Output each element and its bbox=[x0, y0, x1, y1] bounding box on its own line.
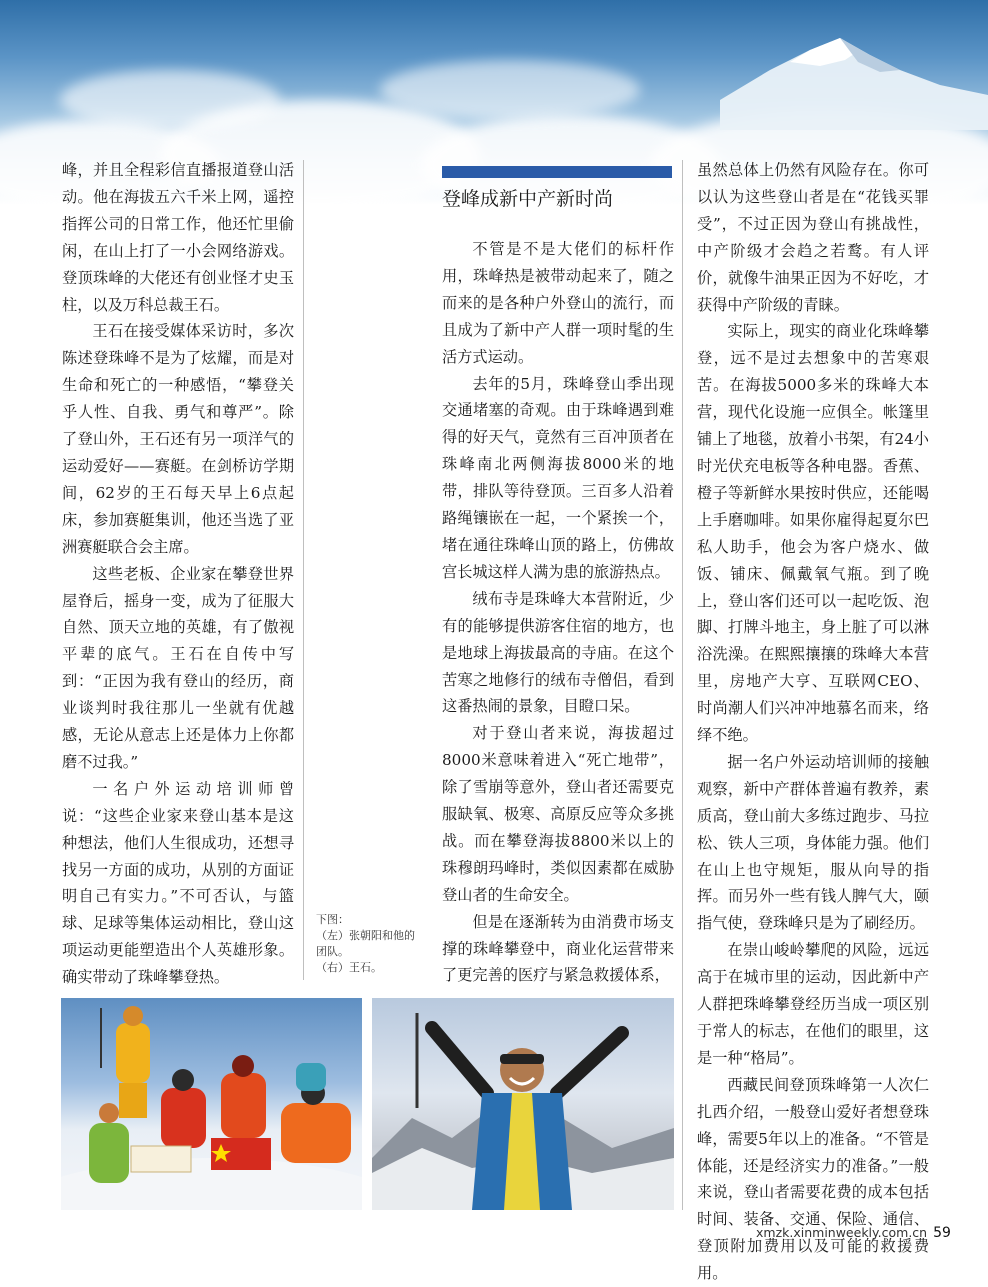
paragraph: 一名户外运动培训师曾说：“这些企业家来登山基本是这种想法，他们人生很成功，还想寻找另一方面的成功，从别的方面证明自己有实力。”不可否认，与篮球、足球等集体运动相比，登山这项运动更能塑造出个人英雄形象。确实带动了珠峰攀登热。 bbox=[62, 779, 294, 987]
paragraph: 西藏民间登顶珠峰第一人次仁扎西介绍，一般登山爱好者想登珠峰，需要5年以上的准备。“不管是体能，还是经济实力的准备。”一般来说，登山者需要花费的成本包括时间、装备、交通、保险、通信、登顶附加费用以及可能的救援费用。 bbox=[697, 1075, 929, 1283]
page-footer bbox=[756, 1225, 951, 1241]
caption-line: 下图： bbox=[316, 913, 349, 926]
climbing-team-photo-icon bbox=[61, 998, 362, 1210]
wang-shi-summit-photo bbox=[372, 998, 674, 1210]
article-column-2 bbox=[442, 236, 674, 989]
article-column-1 bbox=[62, 157, 294, 991]
column-divider bbox=[303, 160, 304, 980]
paragraph: 峰，并且全程彩信直播报道登山活动。他在海拔五六千米上网，遥控指挥公司的日常工作，他还忙里偷闲，在山上打了一小会网络游戏。登顶珠峰的大佬还有创业怪才史玉柱，以及万科总裁王石。 bbox=[62, 161, 294, 314]
paragraph: 王石在接受媒体采访时，多次陈述登珠峰不是为了炫耀，而是对生命和死亡的一种感悟，“攀登关乎人性、自我、勇气和尊严”。除了登山外，王石还有另一项洋气的运动爱好——赛艇。在剑桥访学期间，62岁的王石每天早上6点起床，参加赛艇集训，他还当选了亚洲赛艇联合会主席。 bbox=[62, 322, 294, 556]
climber-raising-arms-photo-icon bbox=[372, 998, 674, 1210]
paragraph: 据一名户外运动培训师的接触观察，新中产群体普遍有教养，素质高，登山前大多练过跑步、马拉松、铁人三项，身体能力强。他们在山上也守规矩，服从向导的指挥。而另外一些有钱人脾气大，颐指气使，登珠峰只是为了刷经历。 bbox=[697, 752, 929, 933]
paragraph: 实际上，现实的商业化珠峰攀登，远不是过去想象中的苦寒艰苦。在海拔5000多米的珠峰大本营，现代化设施一应俱全。帐篷里铺上了地毯，放着小书架，有24小时光伏充电板等各种电器。香蕉、橙子等新鲜水果按时供应，还能喝上手磨咖啡。如果你雇得起夏尔巴私人助手，他会为客户烧水、做饭、铺床、佩戴氧气瓶。到了晚上，登山客们还可以一起吃饭、泡脚、打牌斗地主，身上脏了可以淋浴洗澡。在熙熙攘攘的珠峰大本营里，房地产大亨、互联网CEO、时尚潮人们兴冲冲地慕名而来，络绎不绝。 bbox=[697, 322, 929, 745]
paragraph: 但是在逐渐转为由消费市场支撑的珠峰攀登中，商业化运营带来了更完善的医疗与紧急救援体系， bbox=[442, 912, 674, 985]
paragraph: 虽然总体上仍然有风险存在。你可以认为这些登山者是在“花钱买罪受”，不过正因为登山有挑战性，中产阶级才会趋之若鹜。有人评价，就像牛油果正因为不好吃，才获得中产阶级的青睐。 bbox=[697, 161, 929, 314]
caption-line: （左）张朝阳和他的团队。 bbox=[316, 929, 415, 958]
caption-line: （右）王石。 bbox=[316, 961, 382, 974]
section-heading: 登峰成新中产新时尚 bbox=[442, 188, 614, 210]
paragraph: 对于登山者来说，海拔超过8000米意味着进入“死亡地带”，除了雪崩等意外，登山者还需要克服缺氧、极寒、高原反应等众多挑战。而在攀登海拔8800米以上的珠穆朗玛峰时，类似因素都在威胁登山者的生命安全。 bbox=[442, 724, 674, 904]
column-divider bbox=[682, 160, 683, 1210]
footer-url: xmzk.xinminweekly.com.cn bbox=[756, 1225, 928, 1240]
photo-caption bbox=[316, 912, 424, 976]
paragraph: 绒布寺是珠峰大本营附近，少有的能够提供游客住宿的地方，也是地球上海拔最高的寺庙。在这个苦寒之地修行的绒布寺僧侣，看到这番热闹的景象，目瞪口呆。 bbox=[442, 589, 674, 716]
heading-accent-bar bbox=[442, 166, 672, 178]
paragraph: 在崇山峻岭攀爬的风险，远远高于在城市里的运动，因此新中产人群把珠峰攀登经历当成一项区别于常人的标志，在他们的眼里，这是一种“格局”。 bbox=[697, 941, 929, 1067]
paragraph: 这些老板、企业家在攀登世界屋脊后，摇身一变，成为了征服大自然、顶天立地的英雄，有了傲视平辈的底气。王石在自传中写到：“正因为我有登山的经历，商业谈判时我往那儿一坐就有优越感，无论从意志上还是体力上你都磨不过我。” bbox=[62, 564, 294, 771]
team-summit-photo bbox=[61, 998, 362, 1210]
paragraph: 不管是不是大佬们的标杆作用，珠峰热是被带动起来了，随之而来的是各种户外登山的流行，而且成为了新中产人群一项时髦的生活方式运动。 bbox=[442, 240, 674, 366]
page-number: 59 bbox=[933, 1225, 951, 1241]
paragraph: 去年的5月，珠峰登山季出现交通堵塞的奇观。由于珠峰遇到难得的好天气，竟然有三百冲顶者在珠峰南北两侧海拔8000米的地带，排队等待登顶。三百多人沿着路绳镶嵌在一起，一个紧挨一个，堵在通往珠峰山顶的路上，仿佛故宫长城这样人满为患的旅游热点。 bbox=[442, 374, 674, 581]
article-column-3 bbox=[697, 157, 929, 1287]
